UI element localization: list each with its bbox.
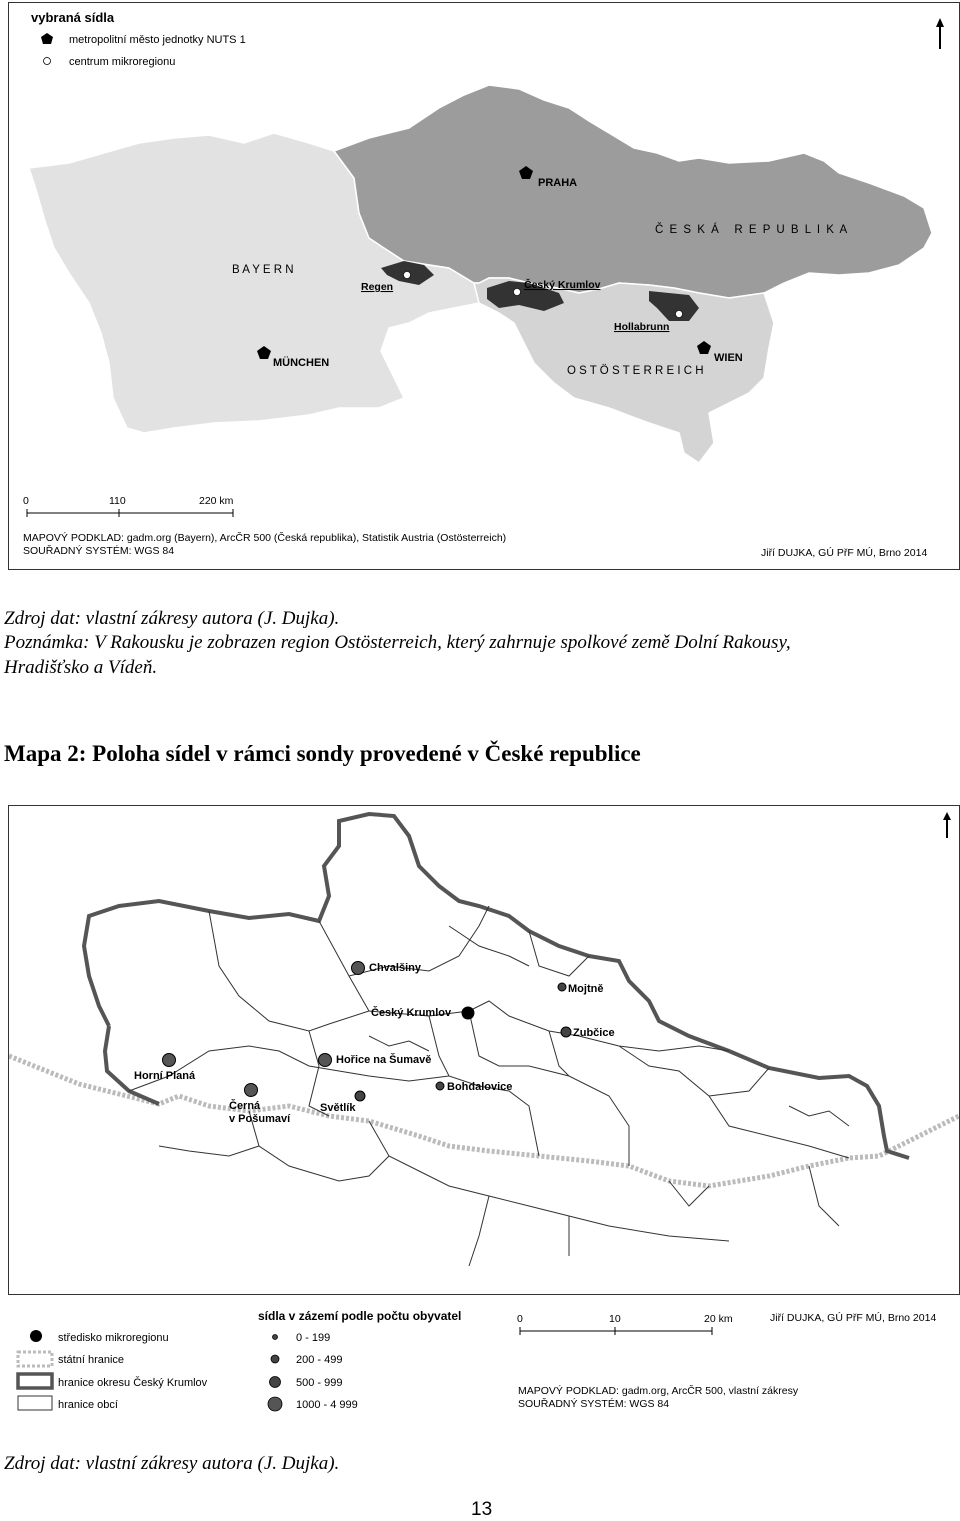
place-mojtne: Mojtně bbox=[568, 983, 604, 995]
map1-credit-1: MAPOVÝ PODKLAD: gadm.org (Bayern), ArcČR 500 (Česká republika), Statistik Austria (Ostösterreich) bbox=[23, 532, 507, 544]
district-border-icon bbox=[18, 1374, 52, 1388]
map1-legend-item-1: metropolitní město jednotky NUTS 1 bbox=[69, 34, 246, 46]
place-chvalsiny: Chvalšiny bbox=[369, 962, 421, 974]
map2-credit-2: SOUŘADNÝ SYSTÉM: WGS 84 bbox=[518, 1398, 670, 1410]
chvalsiny-marker-icon bbox=[352, 962, 365, 975]
map1-source: Zdroj dat: vlastní zákresy autora (J. Dujka). bbox=[4, 608, 340, 629]
map1-scale-0: 0 bbox=[23, 495, 29, 507]
region-label-oster: O S T Ö S T E R R E I C H bbox=[567, 365, 704, 377]
circle-icon bbox=[44, 58, 51, 65]
place-horni-plana: Horní Planá bbox=[134, 1070, 196, 1082]
map2-svg bbox=[9, 806, 959, 1294]
district-border bbox=[84, 814, 909, 1158]
map2-scale-2: 20 km bbox=[704, 1313, 733, 1325]
krumlov-marker-icon bbox=[514, 289, 521, 296]
legend-left-3: hranice okresu Český Krumlov bbox=[58, 1377, 208, 1389]
legend-left-4: hranice obcí bbox=[58, 1399, 118, 1411]
map2-scale-1: 10 bbox=[609, 1313, 621, 1325]
map1-note-line2: Hradišťsko a Vídeň. bbox=[4, 657, 158, 678]
hollabrunn-marker-icon bbox=[676, 311, 683, 318]
place-svetlik: Světlík bbox=[320, 1102, 356, 1114]
map2-source: Zdroj dat: vlastní zákresy autora (J. Dujka). bbox=[4, 1453, 340, 1474]
cerna-marker-icon bbox=[245, 1084, 258, 1097]
size-dot-3-icon bbox=[270, 1377, 281, 1388]
map1-scale-2: 220 km bbox=[199, 495, 234, 507]
city-praha: PRAHA bbox=[538, 177, 578, 189]
place-horice: Hořice na Šumavě bbox=[336, 1054, 432, 1066]
map2-author: Jiří DUJKA, GÚ PřF MÚ, Brno 2014 bbox=[770, 1312, 937, 1324]
legend-mid-2: 200 - 499 bbox=[296, 1354, 343, 1366]
horni-plana-marker-icon bbox=[163, 1054, 176, 1067]
map1-credit-2: SOUŘADNÝ SYSTÉM: WGS 84 bbox=[23, 545, 175, 557]
place-cerna-line1: Černá bbox=[229, 1100, 261, 1112]
size-dot-2-icon bbox=[271, 1355, 279, 1363]
map2-credit-1: MAPOVÝ PODKLAD: gadm.org, ArcČR 500, vlastní zákresy bbox=[518, 1385, 799, 1397]
legend-mid-title: sídla v zázemí podle počtu obyvatel bbox=[258, 1309, 462, 1323]
size-dot-4-icon bbox=[268, 1397, 282, 1411]
map1-note-line1: Poznámka: V Rakousku je zobrazen region Ostösterreich, který zahrnuje spolkové země Dolní Rakousy, bbox=[4, 632, 791, 653]
map2-frame bbox=[8, 805, 960, 1295]
legend-left-1: středisko mikroregionu bbox=[58, 1332, 169, 1344]
zubcice-marker-icon bbox=[561, 1027, 571, 1037]
pentagon-icon bbox=[41, 33, 53, 44]
bohdalovice-marker-icon bbox=[436, 1082, 444, 1090]
municipal-border-icon bbox=[18, 1396, 52, 1410]
map1-scale-1: 110 bbox=[109, 495, 126, 507]
city-hollabrunn: Hollabrunn bbox=[614, 321, 670, 333]
city-regen: Regen bbox=[361, 281, 394, 293]
map1-author: Jiří DUJKA, GÚ PřF MÚ, Brno 2014 bbox=[761, 547, 928, 559]
svetlik-marker-icon bbox=[355, 1091, 365, 1101]
north-arrow-icon bbox=[943, 812, 951, 838]
place-krumlov: Český Krumlov bbox=[371, 1007, 452, 1019]
map1-legend-item-2: centrum mikroregionu bbox=[69, 56, 176, 68]
map2-scale-0: 0 bbox=[517, 1313, 523, 1325]
map2-legend bbox=[0, 1300, 960, 1420]
map2-scale-bar bbox=[517, 1313, 733, 1335]
horice-marker-icon bbox=[319, 1054, 332, 1067]
state-border-icon bbox=[18, 1352, 52, 1366]
city-munchen: MÜNCHEN bbox=[273, 357, 330, 369]
map2-title: Mapa 2: Poloha sídel v rámci sondy provedené v České republice bbox=[4, 741, 641, 766]
map1-legend-title: vybraná sídla bbox=[31, 10, 115, 25]
north-arrow-icon bbox=[936, 18, 944, 49]
mojtne-marker-icon bbox=[558, 983, 566, 991]
krumlov-marker-icon bbox=[462, 1007, 475, 1020]
map1-frame bbox=[8, 2, 960, 570]
legend-mid-3: 500 - 999 bbox=[296, 1377, 343, 1389]
map1-svg bbox=[9, 3, 959, 569]
legend-left-2: státní hranice bbox=[58, 1354, 125, 1366]
legend-mid-4: 1000 - 4 999 bbox=[296, 1399, 358, 1411]
regen-marker-icon bbox=[404, 272, 411, 279]
legend-mid-1: 0 - 199 bbox=[296, 1332, 331, 1344]
place-zubcice: Zubčice bbox=[573, 1027, 615, 1039]
city-krumlov: Český Krumlov bbox=[524, 279, 601, 291]
place-cerna-line2: v Pošumaví bbox=[229, 1113, 291, 1125]
dot-icon bbox=[30, 1330, 42, 1342]
city-wien: WIEN bbox=[714, 352, 743, 364]
size-dot-1-icon bbox=[273, 1335, 278, 1340]
region-label-cz: Č E S K Á R E P U B L I K A bbox=[655, 224, 849, 236]
place-bohdalovice: Bohdalovice bbox=[447, 1081, 513, 1093]
region-label-bayern: B A Y E R N bbox=[232, 264, 294, 276]
page-number: 13 bbox=[471, 1499, 493, 1520]
map1-scale-bar bbox=[23, 495, 234, 517]
